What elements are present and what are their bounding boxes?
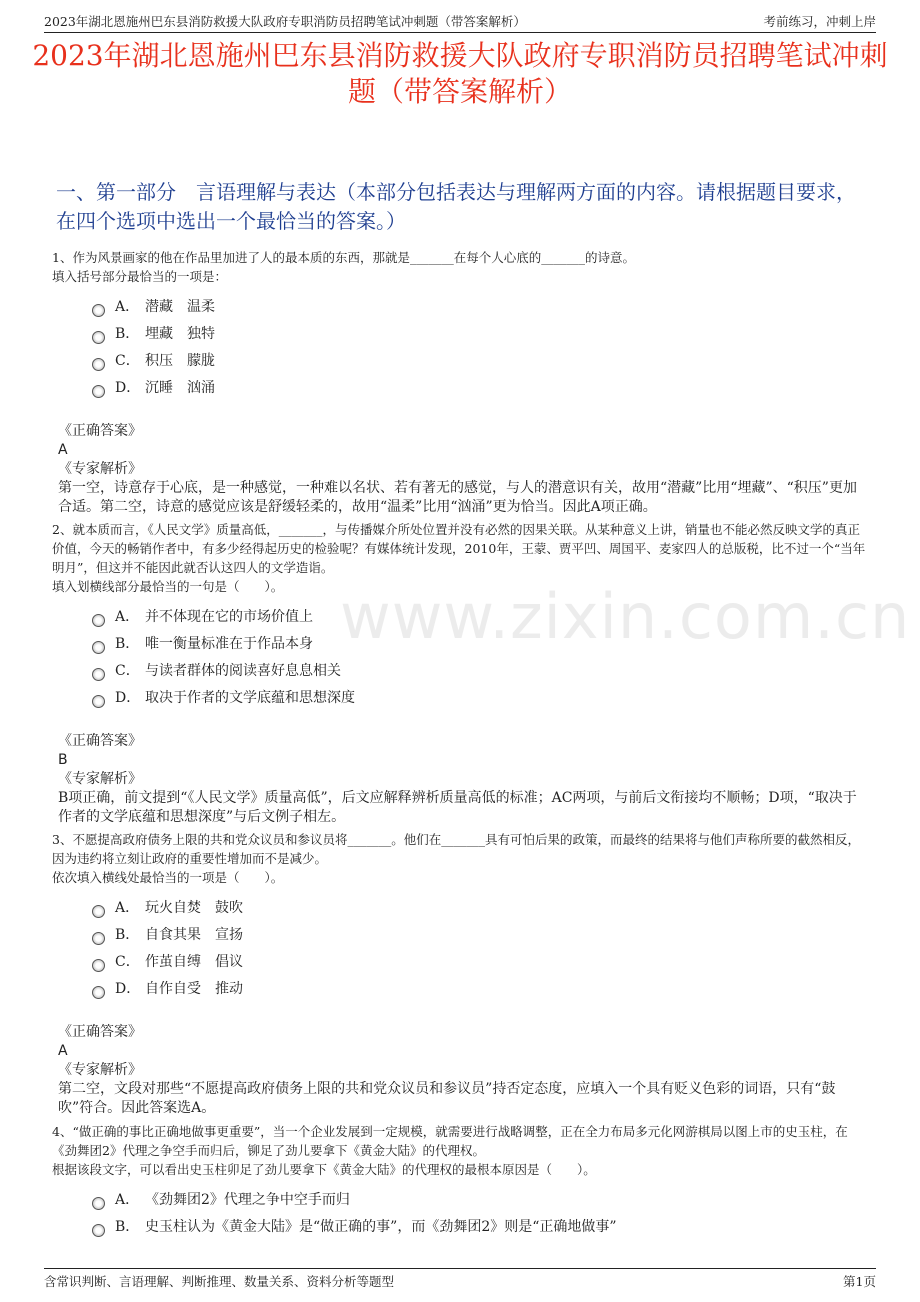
answer-block (58, 422, 868, 460)
option-b[interactable]: B． 史玉柱认为《黄金大陆》是“做正确的事”，而《劲舞团2》则是“正确地做事” (92, 1214, 868, 1241)
page-title: 2023年湖北恩施州巴东县消防救援大队政府专职消防员招聘笔试冲刺题（带答案解析） (32, 39, 888, 108)
question-stem: 2、就本质而言，《人民文学》质量高低，_______，与传播媒介所处位置并没有必然的因果关联。从某种意义上讲，销量也不能必然反映文学的真正价值，今天的畅销作者中，有多少经得起历史的检验呢？有媒体统计发现，2010年，王蒙、贾平凹、周国平、麦家四人的总版税，比不过一个“当年明月”，但这并不能因此就否认这四人的文学造诣。 (52, 522, 866, 575)
option-b[interactable]: B． 埋藏 独特 (92, 321, 868, 348)
radio-icon[interactable] (92, 385, 105, 398)
option-d[interactable]: D． 取决于作者的文学底蕴和思想深度 (92, 685, 868, 712)
header-doc-title: 2023年湖北恩施州巴东县消防救援大队政府专职消防员招聘笔试冲刺题（带答案解析） (44, 14, 526, 29)
radio-icon[interactable] (92, 1224, 105, 1237)
option-list (92, 895, 868, 1003)
question-stem: 1、作为风景画家的他在作品里加进了人的最本质的东西，那就是_______在每个人心底的_______的诗意。 (52, 250, 635, 265)
page-footer (44, 1268, 876, 1290)
answer-block (58, 1023, 868, 1061)
section-heading: 一、第一部分 言语理解与表达（本部分包括表达与理解两方面的内容。请根据题目要求，在四个选项中选出一个最恰当的答案。） (56, 180, 856, 233)
analysis-label: 《专家解析》 (58, 1062, 142, 1078)
running-header (44, 8, 876, 33)
radio-icon[interactable] (92, 695, 105, 708)
answer-label: 《正确答案》 (58, 423, 142, 439)
option-b[interactable]: B． 自食其果 宣扬 (92, 922, 868, 949)
radio-icon[interactable] (92, 641, 105, 654)
option-d[interactable]: D． 沉睡 汹涌 (92, 375, 868, 402)
option-text: 潜藏 温柔 (145, 299, 215, 315)
option-list (92, 1187, 868, 1241)
question-stem: 4、“做正确的事比正确地做事更重要”，当一个企业发展到一定规模，就需要进行战略调整，正在全力布局多元化网游棋局以图上市的史玉柱，在《劲舞团2》代理之争空手而归后，铆足了劲儿要拿下《黄金大陆》的代理权。 (52, 1124, 848, 1158)
radio-icon[interactable] (92, 932, 105, 945)
analysis-block (58, 770, 868, 827)
radio-icon[interactable] (92, 614, 105, 627)
option-text: 自作自受 推动 (145, 981, 243, 997)
radio-icon[interactable] (92, 959, 105, 972)
radio-icon[interactable] (92, 986, 105, 999)
question-prompt: 填入括号部分最恰当的一项是： (52, 269, 228, 284)
option-list (92, 604, 868, 712)
question-4 (52, 1122, 868, 1241)
question-prompt: 填入划横线部分最恰当的一句是（ ）。 (52, 579, 284, 594)
analysis-text: 第一空，诗意存于心底，是一种感觉，一种难以名状、若有著无的感觉，与人的潜意识有关，故用“潜藏”比用“埋藏”、“积压”更加合适。第二空，诗意的感觉应该是舒缓轻柔的，故用“温柔”比用“汹涌”更为恰当。因此A项正确。 (58, 480, 857, 515)
question-prompt: 依次填入横线处最恰当的一项是（ ）。 (52, 870, 284, 885)
option-a[interactable]: A． 《劲舞团2》代理之争中空手而归 (92, 1187, 868, 1214)
analysis-block (58, 1061, 868, 1118)
option-text: 作茧自缚 倡议 (145, 954, 243, 970)
option-c[interactable]: C． 与读者群体的阅读喜好息息相关 (92, 658, 868, 685)
answer-label: 《正确答案》 (58, 733, 142, 749)
radio-icon[interactable] (92, 304, 105, 317)
option-text: 与读者群体的阅读喜好息息相关 (145, 663, 341, 679)
option-text: 自食其果 宣扬 (145, 927, 243, 943)
analysis-label: 《专家解析》 (58, 771, 142, 787)
question-stem: 3、不愿提高政府债务上限的共和党众议员和参议员将_______。他们在_______具有可怕后果的政策，而最终的结果将与他们声称所要的截然相反，因为违约将立刻让政府的重要性增加而不是减少。 (52, 832, 860, 866)
option-a[interactable]: A． 潜藏 温柔 (92, 294, 868, 321)
page-number: 第1页 (843, 1274, 876, 1289)
option-text: 唯一衡量标准在于作品本身 (145, 636, 313, 652)
watermark: www.zixin.com.cn (340, 580, 911, 653)
radio-icon[interactable] (92, 668, 105, 681)
option-c[interactable]: C． 作茧自缚 倡议 (92, 949, 868, 976)
option-list (92, 294, 868, 402)
answer-block (58, 732, 868, 770)
header-slogan: 考前练习，冲刺上岸 (763, 14, 876, 29)
question-1 (52, 248, 868, 517)
radio-icon[interactable] (92, 1197, 105, 1210)
question-prompt: 根据该段文字，可以看出史玉柱卯足了劲儿要拿下《黄金大陆》的代理权的最根本原因是（ ）。 (52, 1162, 596, 1177)
option-d[interactable]: D． 自作自受 推动 (92, 976, 868, 1003)
option-text: 《劲舞团2》代理之争中空手而归 (145, 1192, 350, 1208)
option-text: 玩火自焚 鼓吹 (145, 900, 243, 916)
option-b[interactable]: B． 唯一衡量标准在于作品本身 (92, 631, 868, 658)
analysis-text: 第二空，文段对那些“不愿提高政府债务上限的共和党众议员和参议员”持否定态度，应填入一个具有贬义色彩的词语，只有“鼓吹”符合。因此答案选A。 (58, 1081, 836, 1116)
answer-value: A (58, 442, 68, 458)
option-text: 埋藏 独特 (145, 326, 215, 342)
analysis-text: B项正确，前文提到“《人民文学》质量高低”，后文应解释辨析质量高低的标准；AC两项，与前后文衔接均不顺畅；D项，“取决于作者的文学底蕴和思想深度”与后文例子相左。 (58, 790, 857, 825)
option-text: 并不体现在它的市场价值上 (145, 609, 313, 625)
answer-value: A (58, 1043, 68, 1059)
analysis-block (58, 460, 868, 517)
option-c[interactable]: C． 积压 朦胧 (92, 348, 868, 375)
option-text: 积压 朦胧 (145, 353, 215, 369)
option-text: 取决于作者的文学底蕴和思想深度 (145, 690, 355, 706)
radio-icon[interactable] (92, 358, 105, 371)
footer-topics: 含常识判断、言语理解、判断推理、数量关系、资料分析等题型 (44, 1274, 395, 1289)
question-3 (52, 830, 868, 1118)
radio-icon[interactable] (92, 331, 105, 344)
analysis-label: 《专家解析》 (58, 461, 142, 477)
option-a[interactable]: A． 并不体现在它的市场价值上 (92, 604, 868, 631)
option-a[interactable]: A． 玩火自焚 鼓吹 (92, 895, 868, 922)
answer-value: B (58, 752, 68, 768)
radio-icon[interactable] (92, 905, 105, 918)
option-text: 史玉柱认为《黄金大陆》是“做正确的事”，而《劲舞团2》则是“正确地做事” (145, 1219, 617, 1235)
option-text: 沉睡 汹涌 (145, 380, 215, 396)
question-2 (52, 520, 868, 827)
answer-label: 《正确答案》 (58, 1024, 142, 1040)
